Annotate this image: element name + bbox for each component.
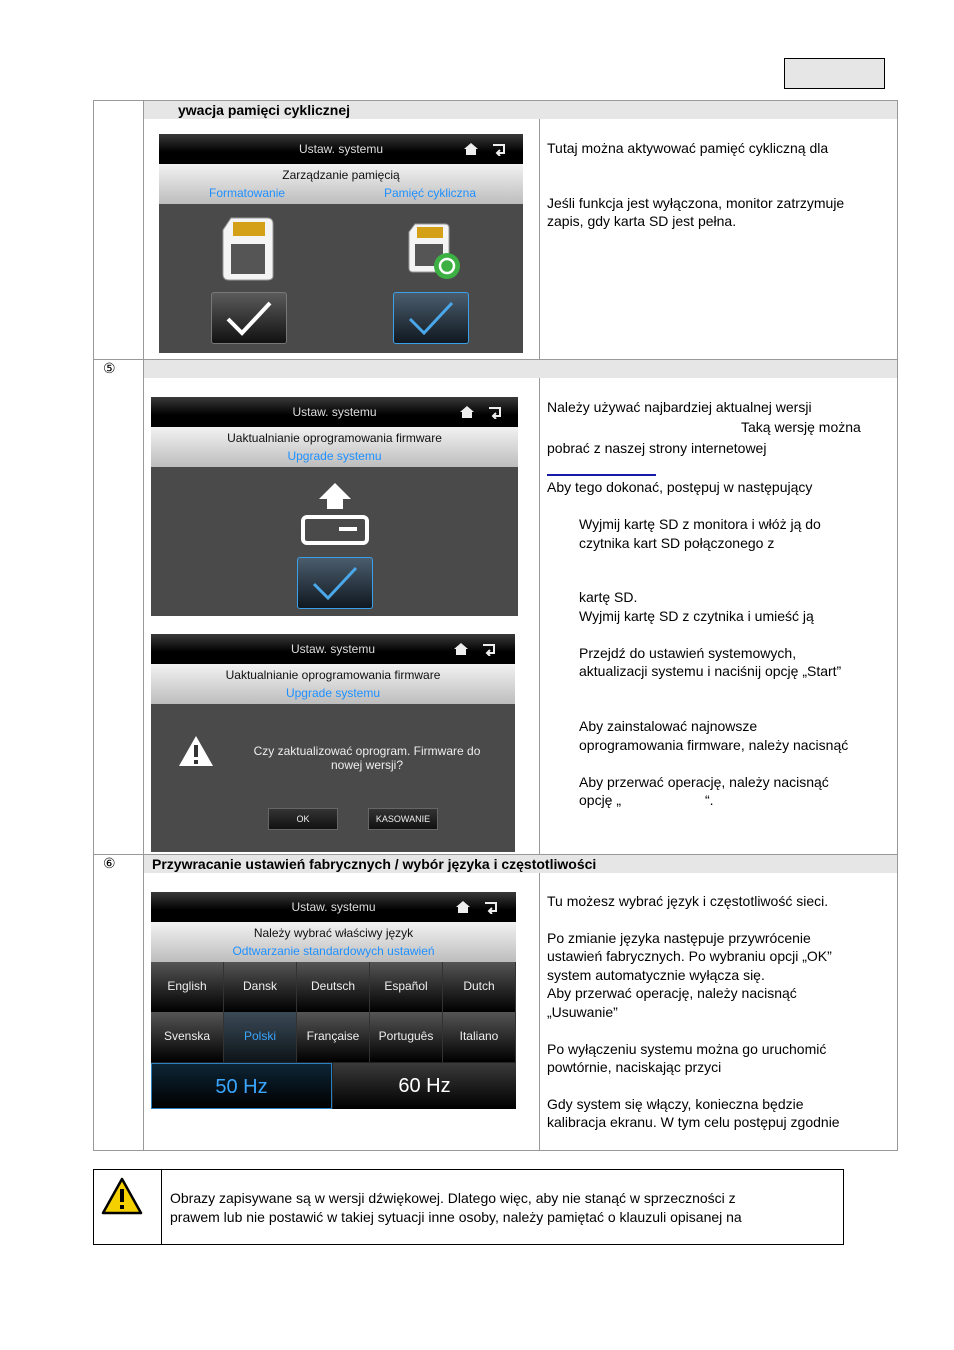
section-header-factory: Przywracanie ustawień fabrycznych / wybór języka i częstotliwości <box>144 855 897 873</box>
warning-text: prawem lub nie postawić w takiej sytuacji inne osoby, należy pamiętać o klauzuli opisanej na <box>170 1209 742 1225</box>
screen-sub-header <box>159 164 523 204</box>
back-icon[interactable] <box>492 142 508 156</box>
desc-text: Tutaj można aktywować pamięć cykliczną dla <box>547 140 829 156</box>
screen-sub-header <box>151 922 516 962</box>
desc-text: opcję „ <box>579 792 622 808</box>
checkmark-icon <box>212 293 286 343</box>
desc-text: powtórnie, naciskając przyci <box>547 1059 722 1075</box>
desc-text: Tu możesz wybrać język i częstotliwość sieci. <box>547 893 829 909</box>
language-francaise[interactable]: Française <box>297 1012 370 1062</box>
desc-text: Aby przerwać operację, należy nacisnąć <box>579 774 829 790</box>
language-svenska[interactable]: Svenska <box>151 1012 224 1062</box>
desc-text: kalibracja ekranu. W tym celu postępuj zgodnie <box>547 1114 840 1130</box>
section-number: ⑥ <box>103 855 116 871</box>
screen-title-bar: Ustaw. systemu <box>151 397 518 427</box>
format-confirm-button[interactable] <box>211 292 287 344</box>
desc-text: system automatycznie wyłącza się. <box>547 967 765 983</box>
desc-text: Jeśli funkcja jest wyłączona, monitor zatrzymuje <box>547 195 845 211</box>
screen-firmware-confirm <box>151 634 515 852</box>
home-icon[interactable] <box>463 142 479 156</box>
desc-text: Po zmianie języka następuje przywrócenie <box>547 930 811 946</box>
submenu-title: Uaktualnianie oprogramowania firmware <box>225 668 441 682</box>
warning-icon <box>177 734 215 768</box>
checkmark-icon <box>394 293 468 343</box>
upload-icon <box>299 481 371 547</box>
desc-text: czytnika kart SD połączonego z <box>579 535 775 551</box>
desc-text: Aby przerwać operację, należy nacisnąć <box>547 985 797 1001</box>
desc-text: Taką wersję można <box>741 419 861 435</box>
page-label-box <box>784 58 885 89</box>
back-icon[interactable] <box>488 405 504 419</box>
screen-sub-header <box>151 427 518 467</box>
language-portugues[interactable]: Português <box>370 1012 443 1062</box>
language-dansk[interactable]: Dansk <box>224 962 297 1012</box>
desc-text: „Usuwanie” <box>547 1004 618 1020</box>
language-italiano[interactable]: Italiano <box>443 1012 516 1062</box>
desc-text: Aby tego dokonać, postępuj w następujący <box>547 479 813 495</box>
cyclic-memory-tab[interactable]: Pamięć cykliczna <box>384 186 477 200</box>
back-icon[interactable] <box>482 642 498 656</box>
desc-text: pobrać z naszej strony internetowej <box>547 440 767 456</box>
screen-title-bar: Ustaw. systemu <box>159 134 523 164</box>
format-tab[interactable]: Formatowanie <box>209 186 286 200</box>
ok-button[interactable]: OK <box>268 808 338 830</box>
submenu-title: Zarządzanie pamięcią <box>282 168 400 182</box>
screen-firmware-upgrade <box>151 397 518 616</box>
screen-memory-management <box>159 134 523 353</box>
cancel-button[interactable]: KASOWANIE <box>368 808 438 830</box>
desc-text: Wyjmij kartę SD z czytnika i umieść ją <box>579 608 814 624</box>
language-espanol[interactable]: Español <box>370 962 443 1012</box>
desc-text: zapis, gdy karta SD jest pełna. <box>547 213 737 229</box>
desc-text: Wyjmij kartę SD z monitora i włóż ją do <box>579 516 821 532</box>
section-header-firmware <box>144 360 897 378</box>
desc-text: Przejdź do ustawień systemowych, <box>579 645 797 661</box>
section-header-cyclic: ywacja pamięci cyklicznej <box>144 101 897 119</box>
language-english[interactable]: English <box>151 962 224 1012</box>
firmware-question: Czy zaktualizować oprogram. Firmware do nowej wersji? <box>253 744 481 772</box>
home-icon[interactable] <box>453 642 469 656</box>
language-deutsch[interactable]: Deutsch <box>297 962 370 1012</box>
desc-text: aktualizacji systemu i naciśnij opcję „Start” <box>579 663 842 679</box>
desc-text: Należy używać najbardziej aktualnej wersji <box>547 399 812 415</box>
screen-title-bar: Ustaw. systemu <box>151 892 516 922</box>
screen-title-bar: Ustaw. systemu <box>151 634 515 664</box>
submenu-title: Należy wybrać właściwy język <box>253 926 414 940</box>
upgrade-tab[interactable]: Upgrade systemu <box>287 449 382 463</box>
section-number: ⑤ <box>103 360 116 376</box>
desc-text: Po wyłączeniu systemu można go uruchomić <box>547 1041 827 1057</box>
warning-text: Obrazy zapisywane są w wersji dźwiękowej. Dlatego więc, aby nie stanąć w sprzeczności z <box>170 1190 736 1206</box>
desc-text: ustawień fabrycznych. Po wybraniu opcji „OK” <box>547 948 832 964</box>
home-icon[interactable] <box>455 900 471 914</box>
screen-language <box>151 892 516 1109</box>
link-underline[interactable] <box>547 474 656 476</box>
language-dutch[interactable]: Dutch <box>443 962 516 1012</box>
warning-box <box>93 1169 844 1245</box>
submenu-title: Uaktualnianie oprogramowania firmware <box>227 431 442 445</box>
warning-icon <box>101 1177 143 1215</box>
sd-card-icon <box>221 216 275 282</box>
frequency-60hz-button[interactable]: 60 Hz <box>333 1063 516 1109</box>
home-icon[interactable] <box>459 405 475 419</box>
desc-text: Gdy system się włączy, konieczna będzie <box>547 1096 804 1112</box>
desc-text: Aby zainstalować najnowsze <box>579 718 758 734</box>
language-polski[interactable]: Polski <box>224 1012 297 1062</box>
checkmark-icon <box>298 558 372 608</box>
desc-text: “. <box>705 792 714 808</box>
upgrade-tab[interactable]: Upgrade systemu <box>285 686 381 700</box>
back-icon[interactable] <box>484 900 500 914</box>
frequency-50hz-button[interactable]: 50 Hz <box>151 1063 332 1109</box>
desc-text: kartę SD. <box>579 589 638 605</box>
sd-card-cyclic-icon <box>407 222 463 282</box>
screen-sub-header <box>151 664 515 704</box>
upgrade-confirm-button[interactable] <box>297 557 373 609</box>
cyclic-confirm-button[interactable] <box>393 292 469 344</box>
factory-reset-tab[interactable]: Odtwarzanie standardowych ustawień <box>232 944 435 958</box>
desc-text: oprogramowania firmware, należy nacisnąć <box>579 737 849 753</box>
